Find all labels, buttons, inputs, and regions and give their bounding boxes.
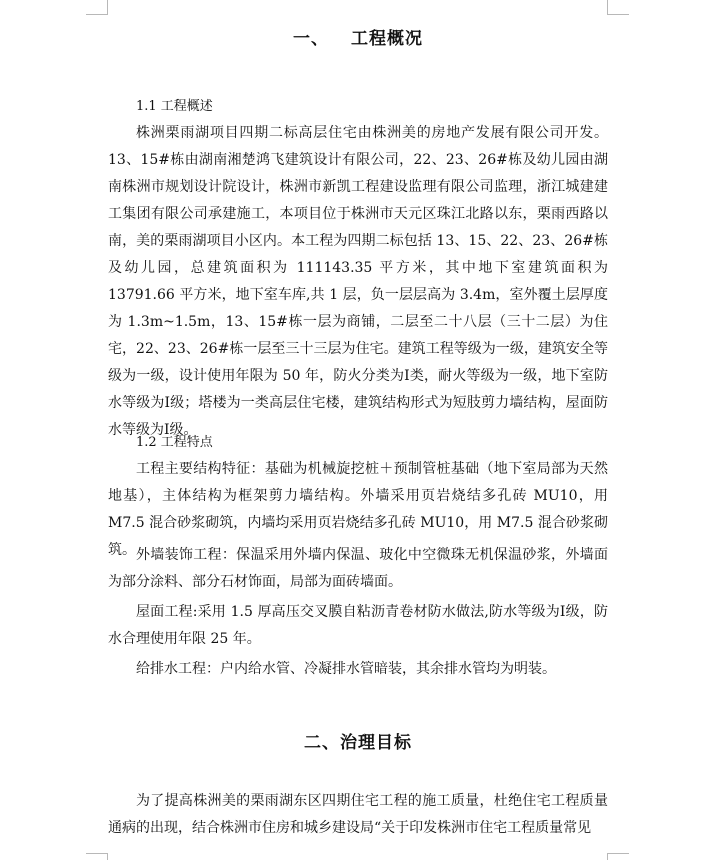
section-1-title: 工程概况 bbox=[351, 29, 423, 49]
crop-mark-bottom-right bbox=[607, 853, 608, 860]
overview-paragraph: 株洲栗雨湖项目四期二标高层住宅由株洲美的房地产发展有限公司开发。13、15#栋由湖南湘楚鸿飞建筑设计有限公司，22、23、26#栋及幼儿园由湖南株洲市规划设计院设计，株洲市新凯工程建设监理有限公司监理，浙江城建建工集团有限公司承建施工，本项目位于株洲市天元区珠江北路以东，栗雨西路以南，美的栗雨湖项目小区内。本工程为四期二标包括 13、15、22、23、26#栋及幼儿园，总建筑面积为 111143.35 平方米，其中地下室建筑面积为 13791.66 平方米，地下室车库,共 1 层，负一层层高为 3.4m，室外覆土层厚度为 1.3m~1.5m，13、15#栋一层为商铺，二层至二十八层（三十二层）为住宅，22、23、26#栋一层至三十三层为住宅。建筑工程等级为一级，建筑安全等级为一级，设计使用年限为 50 年，防火分类为Ⅰ类，耐火等级为一级，地下室防水等级为Ⅰ级；塔楼为一类高层住宅楼，建筑结构形式为短肢剪力墙结构，屋面防水等级为Ⅰ级。 bbox=[108, 125, 608, 438]
crop-mark-top-right bbox=[607, 14, 629, 15]
subsection-1-1-heading: 1.1 工程概述 bbox=[136, 99, 213, 114]
crop-mark-top-right bbox=[607, 0, 608, 15]
subsection-1-2-heading: 1.2 工程特点 bbox=[136, 435, 213, 450]
plumbing-paragraph: 给排水工程：户内给水管、冷凝排水管暗装，其余排水管均为明装。 bbox=[136, 661, 556, 677]
section-2-heading: 二、治理目标 bbox=[304, 733, 412, 753]
crop-mark-bottom-left bbox=[107, 853, 108, 860]
crop-mark-top-left bbox=[86, 14, 108, 15]
section-1-number: 一、 bbox=[293, 29, 329, 49]
exterior-decoration-paragraph: 外墙装饰工程：保温采用外墙内保温、玻化中空微珠无机保温砂浆，外墙面为部分涂料、部分石材饰面，局部为面砖墙面。 bbox=[108, 547, 608, 590]
roof-paragraph: 屋面工程:采用 1.5 厚高压交叉膜自粘沥青卷材防水做法,防水等级为Ⅰ级，防水合理使用年限 25 年。 bbox=[108, 604, 608, 647]
crop-mark-top-left bbox=[107, 0, 108, 15]
structure-paragraph: 工程主要结构特征：基础为机械旋挖桩＋预制管桩基础（地下室局部为天然地基），主体结构为框架剪力墙结构。外墙采用页岩烧结多孔砖 MU10，用 M7.5 混合砂浆砌筑，内墙均采用页岩烧结多孔砖 MU10，用 M7.5 混合砂浆砌筑。 bbox=[108, 461, 608, 558]
goals-intro-paragraph: 为了提高株洲美的栗雨湖东区四期住宅工程的施工质量，杜绝住宅工程质量通病的出现，结合株洲市住房和城乡建设局“关于印发株洲市住宅工程质量常见 bbox=[108, 793, 608, 836]
crop-mark-bottom-left bbox=[86, 853, 108, 854]
section-1-heading bbox=[108, 24, 608, 49]
crop-mark-bottom-right bbox=[607, 853, 629, 854]
